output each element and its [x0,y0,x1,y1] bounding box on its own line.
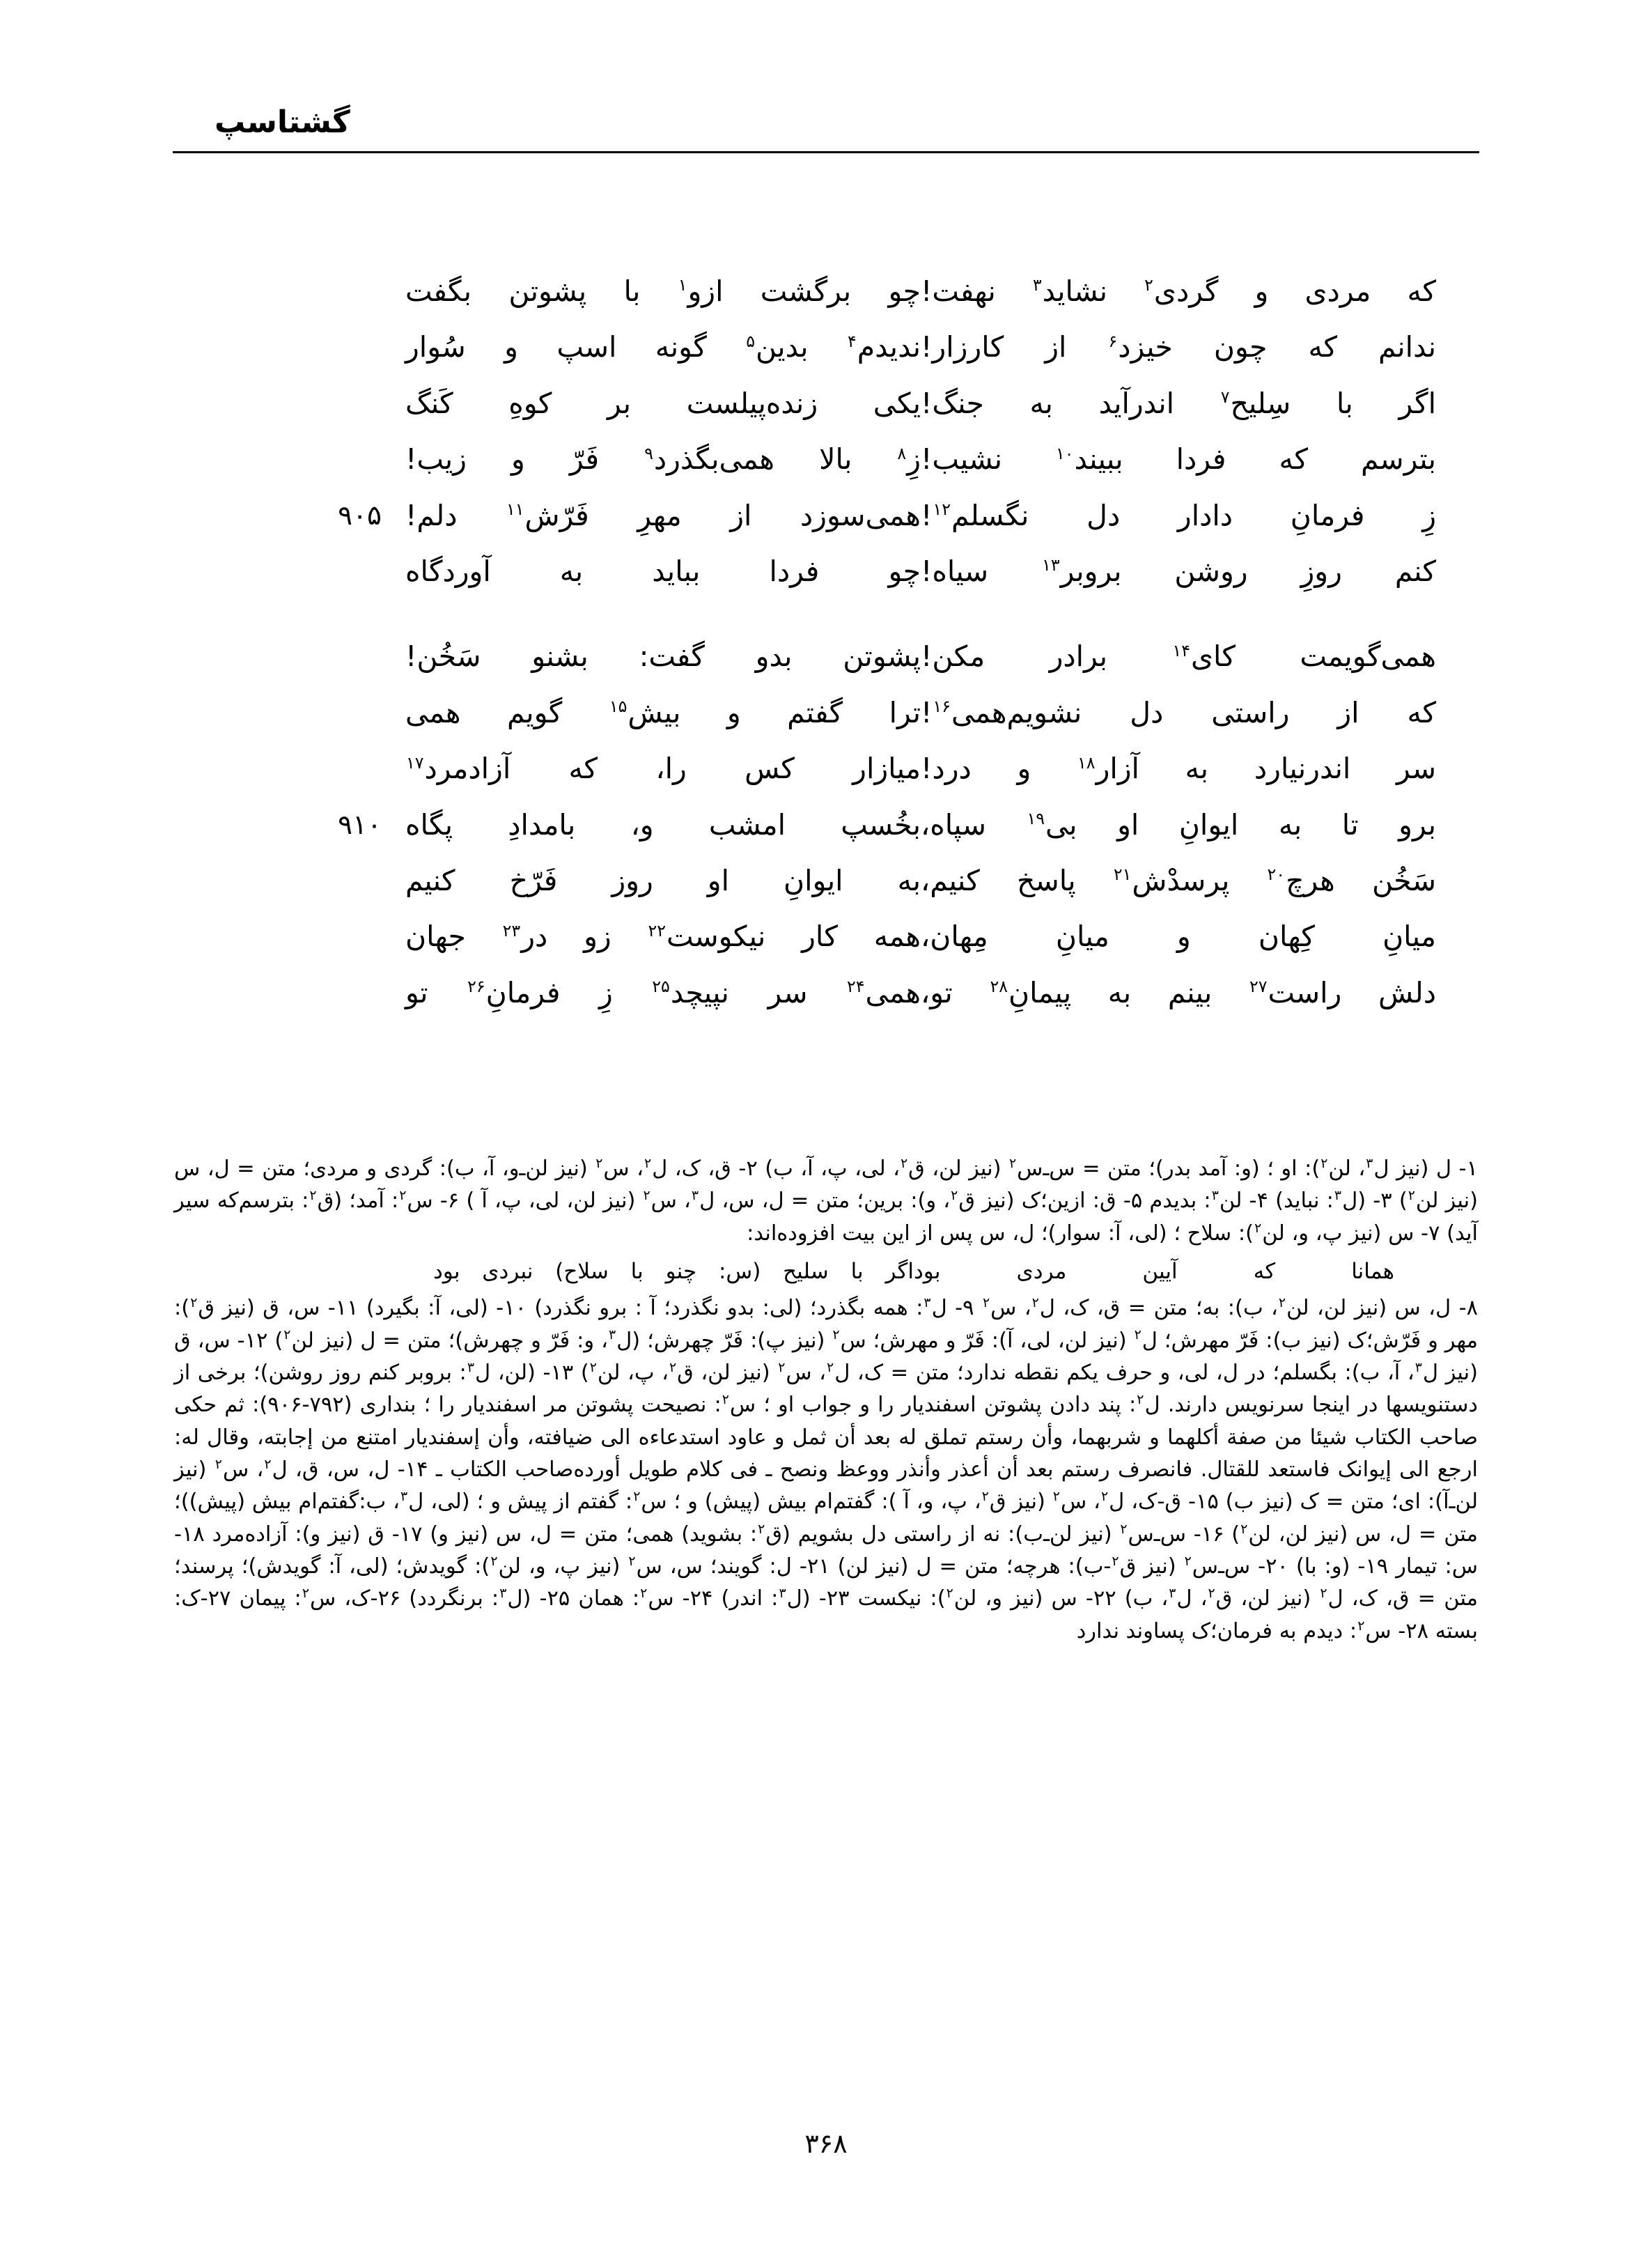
verse-line-number [315,970,382,971]
verse-line [209,970,1443,1016]
hemistich-first: زِ$^۸$ بالا همی‌بگذرد$^۹$ فَرّ و زیب! [405,442,921,477]
hemistich-second: که مردی و گردی$^۲$ نشاید$^۳$ نهفت! [921,274,1436,308]
running-head-rule [173,151,1479,153]
hemistich-second: سر اندرنیارد به آزار$^{۱۸}$ و درد! [921,752,1436,786]
verse-line-number [315,324,382,325]
critical-apparatus [174,1153,1478,1648]
running-head-area [173,104,1479,153]
hemistich-first: پشوتن بدو گفت: بشنو سَخُن! [405,640,921,674]
inserted-hemistich-second: همانا که آیین مردی بود [914,1259,1394,1285]
hemistich-second: سَخُن هرچ$^{۲۰}$ پرسدْش$^{۲۱}$ پاسخ کنیم، [921,864,1436,898]
hemistich-second: همی‌گویمت کای$^{۱۴}$ برادر مکن! [921,640,1436,674]
hemistich-first: میازار کس را، که آزادمرد$^{۱۷}$ [406,752,921,786]
hemistich-second: زِ فرمانِ دادار دل نگسلم$^{۱۲}$! [921,498,1436,532]
hemistich-first: چو برگشت ازو$^۱$ با پشوتن بگفت [405,274,921,308]
verse-line [209,268,1443,314]
hemistich-first: یکی زنده‌پیلست بر کوهِ کَنگ [405,386,921,420]
hemistich-first: همی‌سوزد از مهرِ فَرّش$^{۱۱}$ دلم! [405,498,921,532]
verse-line [209,436,1443,482]
verse-line-number [315,913,382,915]
apparatus-paragraph: ۸- ل، س (نیز لن، لن$^۲$، ب): به؛ متن = ق، ک، ل$^۲$، س$^۲$ ۹- ل$^۳$: همه بگذرد؛ (لی: بدو نگذرد؛ آ : برو نگذرد) ۱۰- (لی، آ: بگیرد) ۱۱- س، ق (نیز ق$^۲$): مهر و فَرّش؛ک (نیز ب): فَرّ مهرش؛ ل$^۲$ (نیز لن، لی، آ): فَرّ و مهرش؛ س$^۲$ (نیز پ): فَرّ چهرش؛ (ل$^۳$، و: فَرّ و چهرش)؛ متن = ل (نیز لن$^۲$) ۱۲- س، ق (نیز ل$^۳$، آ، ب): بگسلم؛ در ل، لی، و حرف یکم نقطه ندارد؛ متن = ک، ل$^۲$، س$^۲$ (نیز لن، ق$^۲$، پ، لن$^۲$) ۱۳- (لن، ل$^۳$: بروبر کنم روز روشن)؛ برخی از دستنویسها در اینجا سرنویس دارند. ل$^۲$: پند دادن پشوتن اسفندیار را و جواب او ؛ س$^۲$: نصیحت پشوتن مر اسفندیار را ؛ بنداری (۷۹۲-۹۰۶): ثم حکی صاحب الکتاب شیئا من صفة أکلهما و شربهما، وأن رستم تملق له بعد أن ثمل و عاود استدعاءه الی ضیافته، وأن إسفندیار امتنع من إجابته، وقال له: ارجع الی إیوانک فاستعد للقتال. فانصرف رستم بعد أن أعذر وأنذر ووعظ ونصح ـ فی کلام طویل أورده‌صاحب الکتاب ـ ۱۴- ل، س، ق، ل$^۲$، س$^۲$ (نیز لن‌ـ‌آ): ای؛ متن = ک (نیز ب) ۱۵- ق-ک، ل$^۲$، س$^۲$ (نیز ق$^۲$، پ، و، آ ): گفتم‌ام بیش (پیش) و ؛ س$^۲$: گفتم از پیش و ؛ (لی، ل$^۳$، ب:گفتم‌ام بیش (پیش))؛ متن = ل، س (نیز لن، لن$^۲$) ۱۶- س‌ـ‌س$^۲$ (نیز لن‌ـ‌ب): نه از راستی دل بشویم (ق$^۲$: بشوید) همی؛ متن = ل، س (نیز و) ۱۷- ق (نیز و): آزاده‌مرد ۱۸- س: تیمار ۱۹- (و: با) ۲۰- س‌ـ‌س$^۲$ (نیز ق$^۲$-ب): هرچه؛ متن = ل (نیز لن) ۲۱- ل: گویند؛ س، س$^۲$ (نیز پ، و، لن$^۲$): گویدش؛ (لی، آ: گویدش)؛ پرسند؛ متن = ق، ک، ل$^۲$ (نیز لن، ق$^۲$، ل$^۳$، ب) ۲۲- س (نیز و، لن$^۲$): نیکست ۲۳- (ل$^۳$: اندر) ۲۴- س$^۲$: همان ۲۵- (ل$^۳$: برنگردد) ۲۶-ک، س$^۲$: پیمان ۲۷-ک: بسته ۲۸- س$^۲$: دیدم به فرمان؛ک پساوند ندارد [174,1295,1479,1643]
verse-line [209,380,1443,426]
verse-line [209,745,1443,791]
apparatus-inserted-verse [174,1255,1478,1288]
hemistich-first: به ایوانِ او روز فَرّخ کنیم [405,864,921,898]
verse-line [209,324,1443,370]
inserted-hemistich-first: اگر با سلیح (س: چنو با سلاح) نبردی بود [433,1259,914,1285]
apparatus-paragraph: ۱- ل (نیز ل$^۳$، لن$^۲$): او ؛ (و: آمد بدر)؛ متن = س‌ـ‌س$^۲$ (نیز لن، ق$^۲$، لی، پ، آ، ب) ۲- ق، ک، ل$^۲$، س$^۲$ (نیز لن‌ـ‌و، آ، ب): گردی و مردی؛ متن = ل، س (نیز لن$^۲$) ۳- (ل$^۳$: نباید) ۴- لن$^۳$: بدیدم ۵- ق: ازین؛ک (نیز ق$^۲$، و): برین؛ متن = ل، س، ل$^۳$، س$^۲$ (نیز لن، لی، پ، آ ) ۶- س$^۲$: آمد؛ (ق$^۲$: بترسم‌که سیر آید) ۷- س (نیز پ، و، لن$^۲$): سلاح ؛ (لی، آ: سوار)؛ ل، س پس از این بیت افزوده‌اند: [174,1155,1478,1246]
verse-stanza [209,633,1443,1016]
verse-line [209,858,1443,904]
running-head-title: گشتاسپ [215,104,350,140]
hemistich-first: همه کار نیکوست$^{۲۲}$ زو در$^{۲۳}$ جهان [405,920,921,954]
hemistich-second: ندانم که چون خیزد$^۶$ از کارزار! [921,330,1436,364]
verse-stanza [209,268,1443,594]
hemistich-second: میانِ کِهان و میانِ مِهان، [921,920,1436,954]
hemistich-first: همی$^{۲۴}$ سر نپیچد$^{۲۵}$ زِ فرمانِ$^{۲۶}$ تو [405,975,921,1009]
verse-line-number [315,633,382,635]
verse-line [209,690,1443,736]
hemistich-first: بخُسپ امشب و، بامدادِ پگاه [405,807,921,842]
verse-line-number: ۹۱۰ [338,809,382,841]
verse-line-number [315,690,382,691]
hemistich-second: کنم روزِ روشن بروبر$^{۱۳}$ سیاه! [921,555,1437,589]
verse-line-number [315,548,382,550]
hemistich-first: ترا گفتم و بیش$^{۱۵}$ گویم همی [405,695,921,729]
verse-line [209,802,1443,848]
verse-line [209,548,1443,594]
verse-block [209,268,1443,1016]
verse-line-number [315,436,382,438]
hemistich-second: اگر با سِلیح$^۷$ اندرآید به جنگ! [921,386,1437,420]
hemistich-first: چو فردا بباید به آوردگاه [405,555,921,589]
hemistich-second: برو تا به ایوانِ او بی$^{۱۹}$ سپاه، [921,807,1436,842]
hemistich-first: ندیدم$^۴$ بدین$^۵$ گونه اسپ و سُوار [405,330,921,364]
folio-number: ۳۶۸ [804,2128,848,2159]
verse-line-number: ۹۰۵ [338,500,382,532]
verse-line-number [315,268,382,270]
hemistich-second: که از راستی دل نشویم‌همی$^{۱۶}$! [921,695,1436,729]
verse-line-number [315,380,382,382]
hemistich-second: بترسم که فردا ببیند$^{۱۰}$ نشیب! [921,442,1436,477]
verse-line-number [315,745,382,747]
verse-line [209,493,1443,539]
verse-line [209,913,1443,959]
verse-line-number [315,858,382,859]
hemistich-second: دلش راست$^{۲۷}$ بینم به پیمانِ$^{۲۸}$ تو، [921,975,1436,1009]
verse-line [209,633,1443,679]
